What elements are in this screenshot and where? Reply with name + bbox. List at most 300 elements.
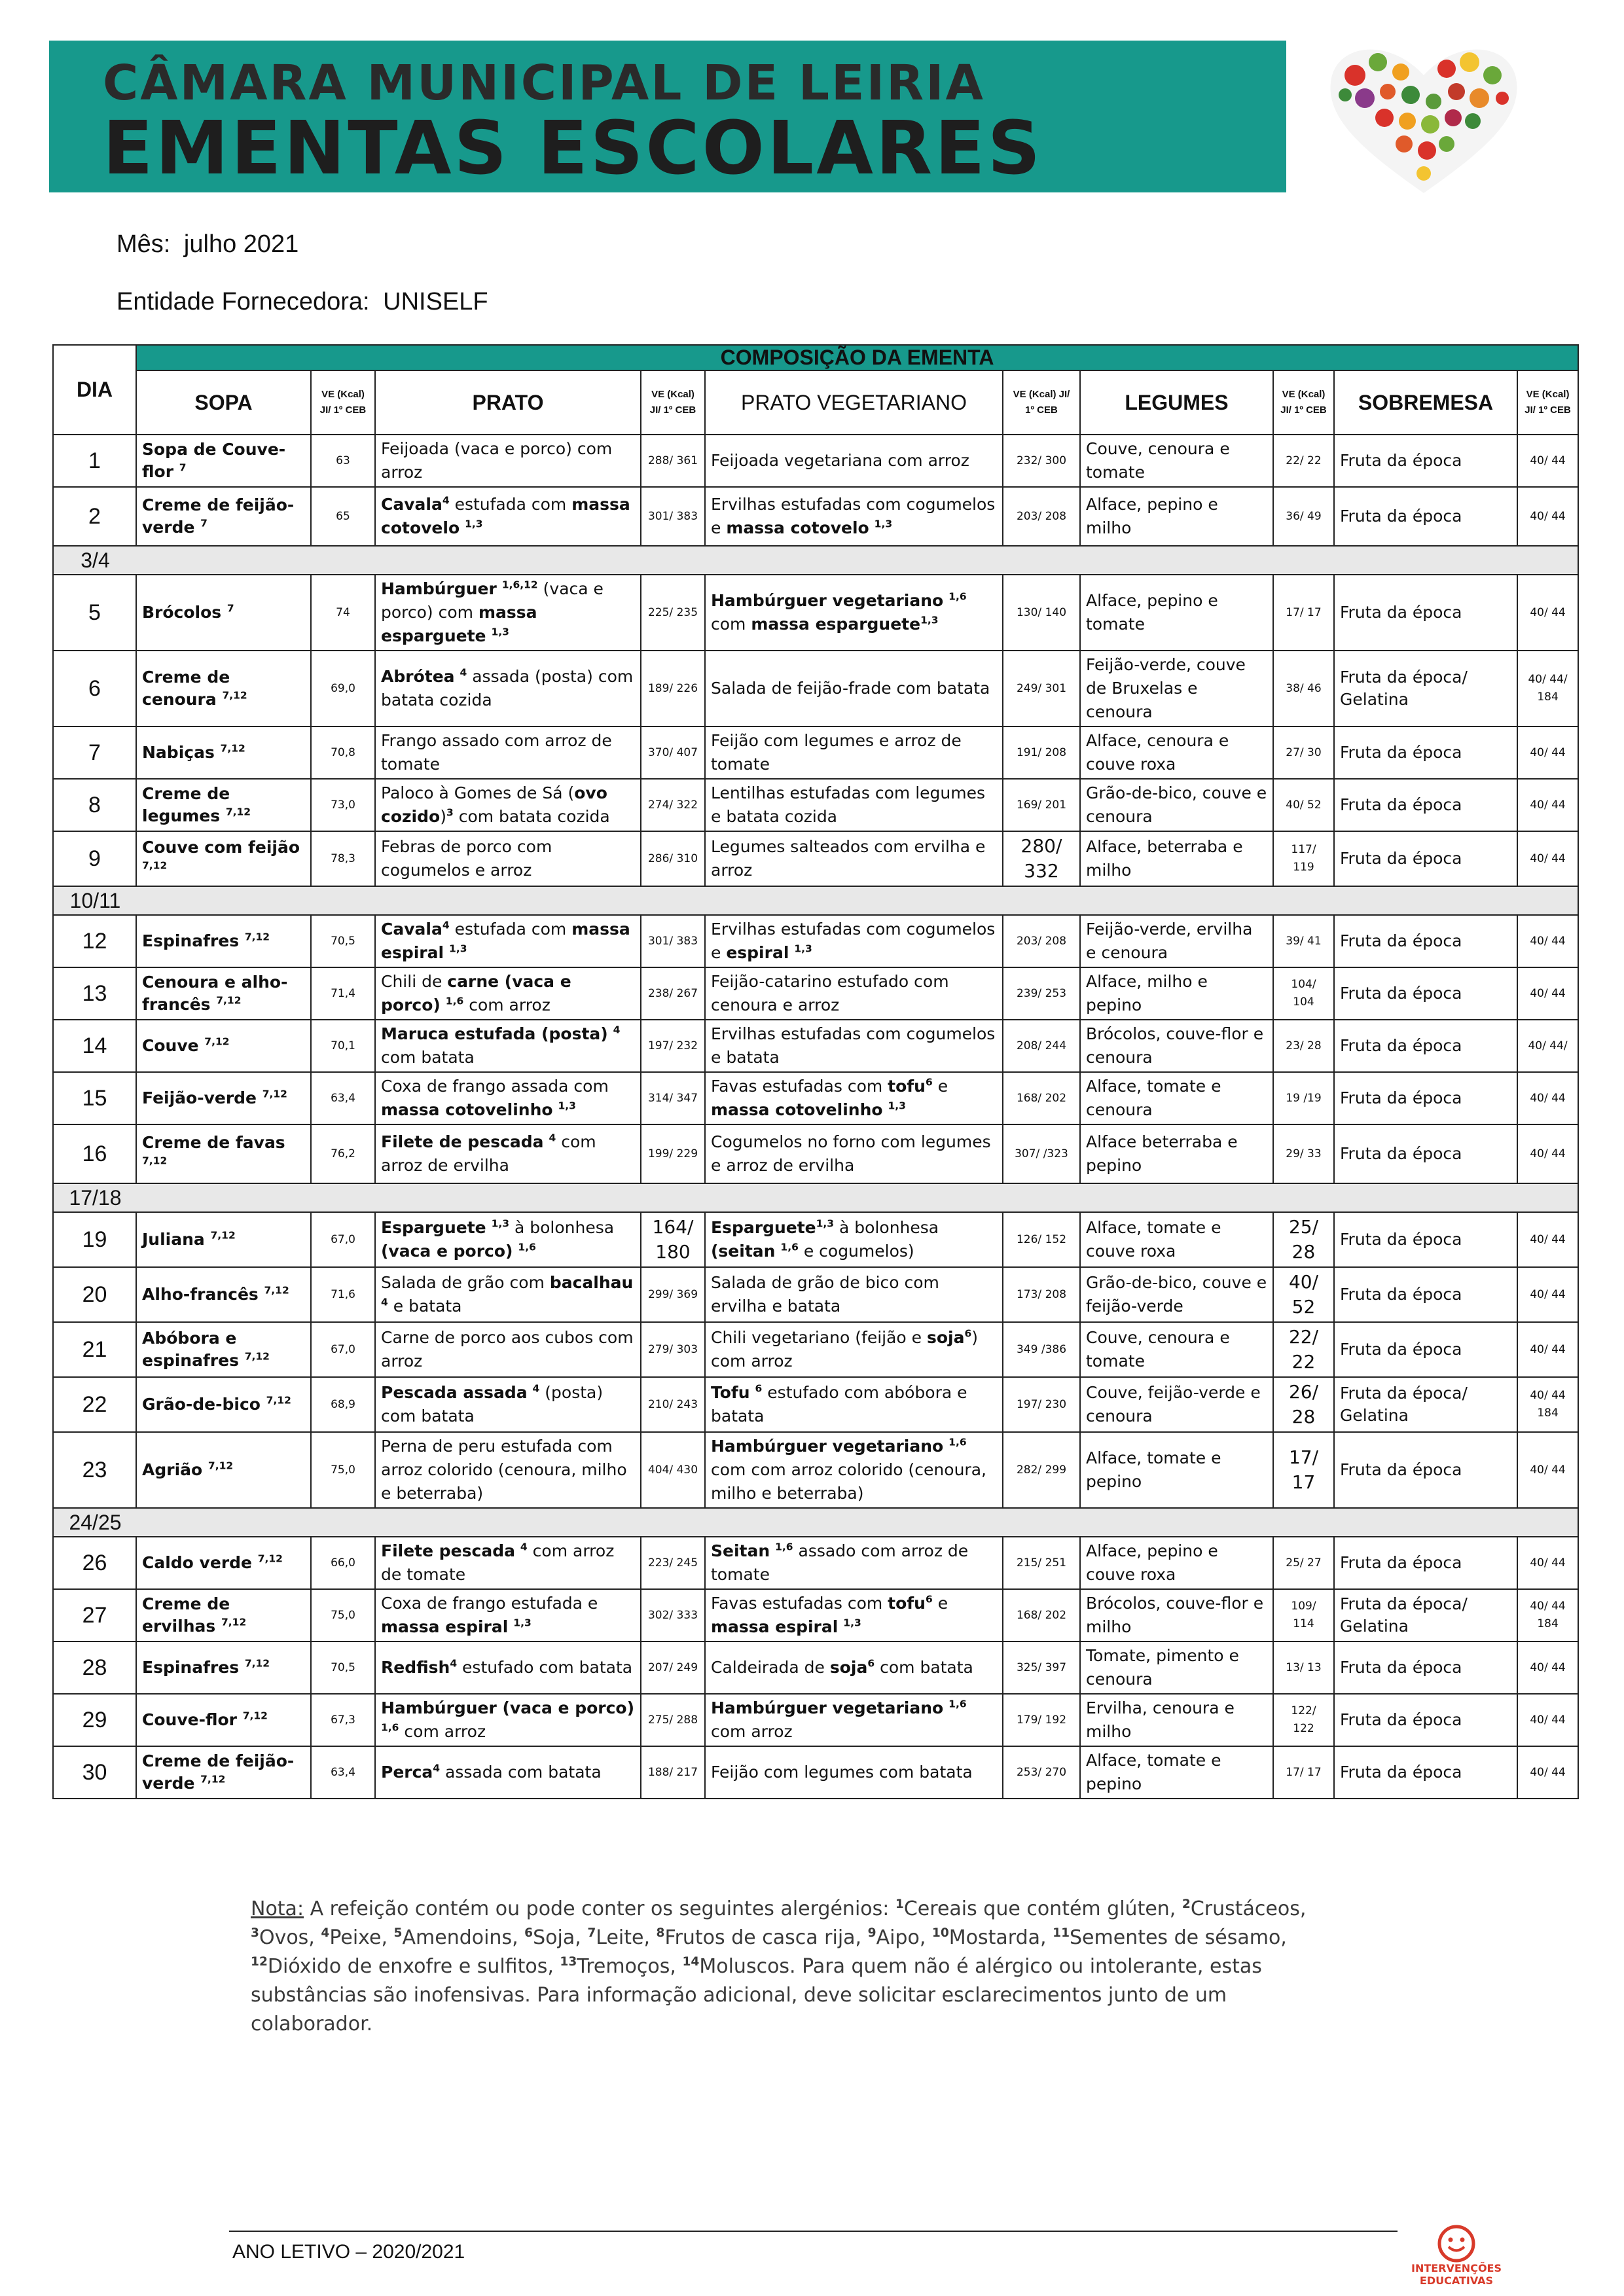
vegetarian-kcal: 349 /386 (1003, 1322, 1080, 1377)
weekend-separator-row (53, 546, 1578, 575)
vegetables: Alface, tomate e pepino (1080, 1746, 1273, 1799)
main-dish-kcal: 314/ 347 (641, 1072, 705, 1124)
main-dish-kcal: 301/ 383 (641, 487, 705, 546)
main-dish: Hambúrguer (vaca e porco) $^{1,6}$ com arroz (375, 1694, 641, 1746)
main-dish: Carne de porco aos cubos com arroz (375, 1322, 641, 1377)
main-dish-kcal: 188/ 217 (641, 1746, 705, 1799)
vegetables-kcal: 17/ 17 (1273, 1746, 1334, 1799)
dessert: Fruta da época (1334, 779, 1517, 831)
footer-rule (229, 2231, 1398, 2232)
vegetarian-kcal: 280/ 332 (1003, 831, 1080, 886)
main-dish: Pescada assada $^4$ (posta) com batata (375, 1377, 641, 1432)
weekend-label (53, 886, 1578, 915)
main-dish: Perna de peru estufada com arroz colorido (cenoura, milho e beterraba) (375, 1432, 641, 1508)
menu-row-day-30 (53, 1746, 1578, 1799)
day-number: 16 (53, 1124, 136, 1183)
vegetables: Alface beterraba e pepino (1080, 1124, 1273, 1183)
logo-text: INTERVENÇÕES EDUCATIVAS (1411, 2262, 1502, 2287)
dessert-kcal: 40/ 44 (1517, 831, 1578, 886)
vegetarian-kcal: 169/ 201 (1003, 779, 1080, 831)
soup-kcal: 69,0 (311, 651, 375, 726)
weekend-label (53, 1508, 1578, 1537)
vegetarian-dish: Seitan $^{1,6}$ assado com arroz de tomate (705, 1537, 1003, 1589)
soup-name: Creme de ervilhas $^{7,12}$ (136, 1589, 311, 1641)
main-dish-kcal: 164/ 180 (641, 1212, 705, 1267)
soup-kcal: 63,4 (311, 1072, 375, 1124)
soup-name: Sopa de Couve-flor $^7$ (136, 435, 311, 487)
vegetarian-kcal: 173/ 208 (1003, 1267, 1080, 1322)
vegetarian-kcal: 168/ 202 (1003, 1072, 1080, 1124)
soup-name: Grão-de-bico $^{7,12}$ (136, 1377, 311, 1432)
main-dish-kcal: 299/ 369 (641, 1267, 705, 1322)
dessert-kcal: 40/ 44 184 (1517, 1589, 1578, 1641)
main-dish: Redfish$^4$ estufado com batata (375, 1641, 641, 1694)
vegetables-kcal: 117/ 119 (1273, 831, 1334, 886)
dessert: Fruta da época (1334, 575, 1517, 651)
soup-name: Creme de legumes $^{7,12}$ (136, 779, 311, 831)
dessert-kcal: 40/ 44 (1517, 1212, 1578, 1267)
dessert-kcal: 40/ 44 (1517, 1124, 1578, 1183)
main-dish-kcal: 404/ 430 (641, 1432, 705, 1508)
dessert-kcal: 40/ 44 (1517, 435, 1578, 487)
vegetarian-dish: Salada de grão de bico com ervilha e batata (705, 1267, 1003, 1322)
vegetables-kcal: 109/ 114 (1273, 1589, 1334, 1641)
menu-row-day-12 (53, 915, 1578, 967)
allergen-note: Nota: A refeição contém ou pode conter os seguintes alergénios: $^1$Cereais que contém glúten, $^2$Crustáceos, $^3$Ovos, $^4$Peixe, $^5$Amendoins, $^6$Soja, $^7$Leite, $^8$Frutos de casca rija, $^9$Aipo, $^{10}$Mostarda, $^{11}$Sementes de sésamo, $^{12}$Dióxido de enxofre e sulfitos, $^{13}$Tremoços, $^{14}$Moluscos. Para quem não é alérgico ou intolerante, estas substâncias são inofensivas. Para informação adicional, deve solicitar esclarecimentos junto de um colaborador. (251, 1897, 1307, 2036)
vegetables-kcal: 38/ 46 (1273, 651, 1334, 726)
dessert-kcal: 40/ 44 (1517, 1694, 1578, 1746)
menu-table (52, 344, 1579, 1799)
header-dia: DIA (53, 345, 136, 435)
dessert: Fruta da época (1334, 915, 1517, 967)
vegetables: Alface, cenoura e couve roxa (1080, 726, 1273, 779)
vegetarian-kcal: 325/ 397 (1003, 1641, 1080, 1694)
vegetables-kcal: 25/ 27 (1273, 1537, 1334, 1589)
day-number: 1 (53, 435, 136, 487)
day-number: 20 (53, 1267, 136, 1322)
soup-kcal: 75,0 (311, 1589, 375, 1641)
soup-name: Creme de feijão-verde $^{7,12}$ (136, 1746, 311, 1799)
dessert-kcal: 40/ 44 (1517, 1641, 1578, 1694)
vegetables: Tomate, pimento e cenoura (1080, 1641, 1273, 1694)
dessert: Fruta da época (1334, 1537, 1517, 1589)
soup-name: Espinafres $^{7,12}$ (136, 915, 311, 967)
main-dish-kcal: 274/ 322 (641, 779, 705, 831)
main-dish-kcal: 210/ 243 (641, 1377, 705, 1432)
menu-row-day-26 (53, 1537, 1578, 1589)
vegetarian-dish: Favas estufadas com tofu$^6$ e massa cotovelinho $^{1,3}$ (705, 1072, 1003, 1124)
soup-name: Agrião $^{7,12}$ (136, 1432, 311, 1508)
main-dish-kcal: 197/ 232 (641, 1020, 705, 1072)
menu-row-day-23 (53, 1432, 1578, 1508)
soup-kcal: 71,6 (311, 1267, 375, 1322)
vegetables-kcal: 23/ 28 (1273, 1020, 1334, 1072)
vegetarian-kcal: 208/ 244 (1003, 1020, 1080, 1072)
dessert: Fruta da época (1334, 1267, 1517, 1322)
main-dish-kcal: 223/ 245 (641, 1537, 705, 1589)
day-number: 27 (53, 1589, 136, 1641)
day-number: 7 (53, 726, 136, 779)
menu-row-day-16 (53, 1124, 1578, 1183)
soup-kcal: 74 (311, 575, 375, 651)
dessert: Fruta da época (1334, 1020, 1517, 1072)
dessert: Fruta da época (1334, 487, 1517, 546)
vegetarian-kcal: 203/ 208 (1003, 487, 1080, 546)
vegetables: Alface, milho e pepino (1080, 967, 1273, 1020)
day-number: 5 (53, 575, 136, 651)
main-dish: Salada de grão com bacalhau $^4$ e batata (375, 1267, 641, 1322)
vegetables-kcal: 19 /19 (1273, 1072, 1334, 1124)
vegetarian-kcal: 197/ 230 (1003, 1377, 1080, 1432)
day-number: 2 (53, 487, 136, 546)
weekend-label (53, 1183, 1578, 1212)
dessert-kcal: 40/ 44 (1517, 779, 1578, 831)
vegetarian-kcal: 307/ /323 (1003, 1124, 1080, 1183)
vegetables: Grão-de-bico, couve e feijão-verde (1080, 1267, 1273, 1322)
vegetables-kcal: 39/ 41 (1273, 915, 1334, 967)
main-dish: Maruca estufada (posta) $^4$ com batata (375, 1020, 641, 1072)
soup-kcal: 67,3 (311, 1694, 375, 1746)
dessert-kcal: 40/ 44 (1517, 1267, 1578, 1322)
soup-name: Couve com feijão $^{7,12}$ (136, 831, 311, 886)
day-number: 14 (53, 1020, 136, 1072)
vegetarian-dish: Feijão com legumes e arroz de tomate (705, 726, 1003, 779)
menu-row-day-15 (53, 1072, 1578, 1124)
header-sopa: SOPA (136, 370, 311, 435)
supplier-label: Entidade Fornecedora: (117, 288, 370, 315)
menu-row-day-8 (53, 779, 1578, 831)
vegetarian-dish: Caldeirada de soja$^6$ com batata (705, 1641, 1003, 1694)
vegetables-kcal: 25/ 28 (1273, 1212, 1334, 1267)
banner-title-menus: EMENTAS ESCOLARES (103, 106, 1043, 191)
soup-name: Espinafres $^{7,12}$ (136, 1641, 311, 1694)
vegetarian-dish: Feijão-catarino estufado com cenoura e arroz (705, 967, 1003, 1020)
dessert-kcal: 40/ 44 (1517, 1322, 1578, 1377)
main-dish: Hambúrguer $^{1,6,12}$ (vaca e porco) com massa esparguete $^{1,3}$ (375, 575, 641, 651)
vegetables-kcal: 36/ 49 (1273, 487, 1334, 546)
main-dish: Paloco à Gomes de Sá (ovo cozido)$^3$ com batata cozida (375, 779, 641, 831)
soup-name: Couve-flor $^{7,12}$ (136, 1694, 311, 1746)
vegetables: Brócolos, couve-flor e cenoura (1080, 1020, 1273, 1072)
vegetarian-kcal: 239/ 253 (1003, 967, 1080, 1020)
soup-name: Cenoura e alho-francês $^{7,12}$ (136, 967, 311, 1020)
vegetables-kcal: 26/ 28 (1273, 1377, 1334, 1432)
menu-row-day-7 (53, 726, 1578, 779)
dessert-kcal: 40/ 44 (1517, 1072, 1578, 1124)
vegetables: Brócolos, couve-flor e milho (1080, 1589, 1273, 1641)
day-number: 15 (53, 1072, 136, 1124)
vegetables-kcal: 27/ 30 (1273, 726, 1334, 779)
month-value: julho 2021 (183, 230, 299, 258)
soup-kcal: 67,0 (311, 1212, 375, 1267)
vegetarian-kcal: 282/ 299 (1003, 1432, 1080, 1508)
vegetables-kcal: 122/ 122 (1273, 1694, 1334, 1746)
main-dish: Filete de pescada $^4$ com arroz de ervilha (375, 1124, 641, 1183)
soup-kcal: 76,2 (311, 1124, 375, 1183)
dessert: Fruta da época (1334, 1641, 1517, 1694)
vegetarian-dish: Favas estufadas com tofu$^6$ e massa espiral $^{1,3}$ (705, 1589, 1003, 1641)
fruit-heart-icon (1319, 36, 1528, 200)
vegetables-kcal: 17/ 17 (1273, 1432, 1334, 1508)
soup-name: Creme de cenoura $^{7,12}$ (136, 651, 311, 726)
vegetarian-dish: Hambúrguer vegetariano $^{1,6}$ com com arroz colorido (cenoura, milho e beterraba) (705, 1432, 1003, 1508)
vegetables-kcal: 29/ 33 (1273, 1124, 1334, 1183)
dessert-kcal: 40/ 44 (1517, 575, 1578, 651)
day-number: 8 (53, 779, 136, 831)
menu-row-day-6 (53, 651, 1578, 726)
dessert-kcal: 40/ 44 (1517, 1537, 1578, 1589)
vegetables: Couve, cenoura e tomate (1080, 435, 1273, 487)
composition-header: COMPOSIÇÃO DA EMENTA (136, 345, 1578, 370)
soup-name: Abóbora e espinafres $^{7,12}$ (136, 1322, 311, 1377)
dessert: Fruta da época/ Gelatina (1334, 1377, 1517, 1432)
dessert-kcal: 40/ 44 (1517, 967, 1578, 1020)
vegetables: Alface, pepino e couve roxa (1080, 1537, 1273, 1589)
dessert: Fruta da época (1334, 1322, 1517, 1377)
weekend-days: 24/25 (69, 1510, 122, 1534)
soup-name: Creme de feijão-verde $^7$ (136, 487, 311, 546)
day-number: 6 (53, 651, 136, 726)
menu-row-day-9 (53, 831, 1578, 886)
main-dish: Cavala$^4$ estufada com massa cotovelo $^{1,3}$ (375, 487, 641, 546)
header-sobremesa: SOBREMESA (1334, 370, 1517, 435)
header-prato-vegetariano: PRATO VEGETARIANO (705, 370, 1003, 435)
dessert: Fruta da época (1334, 1072, 1517, 1124)
day-number: 9 (53, 831, 136, 886)
menu-row-day-20 (53, 1267, 1578, 1322)
dessert-kcal: 40/ 44/ (1517, 1020, 1578, 1072)
day-number: 12 (53, 915, 136, 967)
main-dish-kcal: 199/ 229 (641, 1124, 705, 1183)
main-dish-kcal: 288/ 361 (641, 435, 705, 487)
day-number: 26 (53, 1537, 136, 1589)
vegetarian-dish: Ervilhas estufadas com cogumelos e massa cotovelo $^{1,3}$ (705, 487, 1003, 546)
dessert-kcal: 40/ 44 (1517, 1746, 1578, 1799)
dessert: Fruta da época (1334, 1432, 1517, 1508)
dessert: Fruta da época (1334, 1212, 1517, 1267)
vegetables: Alface, tomate e cenoura (1080, 1072, 1273, 1124)
main-dish: Perca$^4$ assada com batata (375, 1746, 641, 1799)
main-dish-kcal: 279/ 303 (641, 1322, 705, 1377)
dessert-kcal: 40/ 44 (1517, 726, 1578, 779)
vegetarian-kcal: 215/ 251 (1003, 1537, 1080, 1589)
soup-kcal: 71,4 (311, 967, 375, 1020)
menu-body (53, 435, 1578, 1799)
vegetarian-kcal: 253/ 270 (1003, 1746, 1080, 1799)
main-dish-kcal: 370/ 407 (641, 726, 705, 779)
menu-row-day-1 (53, 435, 1578, 487)
dessert: Fruta da época (1334, 1694, 1517, 1746)
soup-kcal: 70,5 (311, 915, 375, 967)
weekend-label (53, 546, 1578, 575)
main-dish-kcal: 238/ 267 (641, 967, 705, 1020)
soup-name: Couve $^{7,12}$ (136, 1020, 311, 1072)
vegetables: Feijão-verde, couve de Bruxelas e cenoura (1080, 651, 1273, 726)
vegetarian-dish: Cogumelos no forno com legumes e arroz de ervilha (705, 1124, 1003, 1183)
main-dish-kcal: 286/ 310 (641, 831, 705, 886)
header-ve-prato: VE (Kcal) JI/ 1º CEB (641, 370, 705, 435)
vegetables: Alface, pepino e tomate (1080, 575, 1273, 651)
main-dish: Frango assado com arroz de tomate (375, 726, 641, 779)
vegetarian-dish: Salada de feijão-frade com batata (705, 651, 1003, 726)
soup-kcal: 68,9 (311, 1377, 375, 1432)
header-ve-sobremesa: VE (Kcal) JI/ 1º CEB (1517, 370, 1578, 435)
vegetarian-dish: Hambúrguer vegetariano $^{1,6}$ com massa esparguete$^{1,3}$ (705, 575, 1003, 651)
dessert-kcal: 40/ 44/ 184 (1517, 651, 1578, 726)
vegetarian-kcal: 203/ 208 (1003, 915, 1080, 967)
header-ve-sopa: VE (Kcal) JI/ 1º CEB (311, 370, 375, 435)
vegetables-kcal: 40/ 52 (1273, 1267, 1334, 1322)
menu-row-day-2 (53, 487, 1578, 546)
smile-logo-icon (1388, 2224, 1525, 2263)
soup-name: Alho-francês $^{7,12}$ (136, 1267, 311, 1322)
intervencoes-educativas-logo (1388, 2224, 1525, 2289)
vegetables: Couve, feijão-verde e cenoura (1080, 1377, 1273, 1432)
main-dish: Filete pescada $^4$ com arroz de tomate (375, 1537, 641, 1589)
vegetables: Alface, beterraba e milho (1080, 831, 1273, 886)
soup-kcal: 65 (311, 487, 375, 546)
dessert: Fruta da época (1334, 1746, 1517, 1799)
header-ve-legumes: VE (Kcal) JI/ 1º CEB (1273, 370, 1334, 435)
vegetarian-dish: Esparguete$^{1,3}$ à bolonhesa (seitan $^{1,6}$ e cogumelos) (705, 1212, 1003, 1267)
vegetarian-dish: Tofu $^6$ estufado com abóbora e batata (705, 1377, 1003, 1432)
vegetables: Feijão-verde, ervilha e cenoura (1080, 915, 1273, 967)
main-dish: Cavala$^4$ estufada com massa espiral $^{1,3}$ (375, 915, 641, 967)
day-number: 23 (53, 1432, 136, 1508)
main-dish-kcal: 302/ 333 (641, 1589, 705, 1641)
menu-row-day-29 (53, 1694, 1578, 1746)
vegetarian-dish: Legumes salteados com ervilha e arroz (705, 831, 1003, 886)
dessert: Fruta da época (1334, 1124, 1517, 1183)
day-number: 19 (53, 1212, 136, 1267)
menu-row-day-5 (53, 575, 1578, 651)
vegetables: Couve, cenoura e tomate (1080, 1322, 1273, 1377)
soup-kcal: 63,4 (311, 1746, 375, 1799)
soup-kcal: 70,5 (311, 1641, 375, 1694)
soup-name: Feijão-verde $^{7,12}$ (136, 1072, 311, 1124)
soup-name: Juliana $^{7,12}$ (136, 1212, 311, 1267)
menu-row-day-22 (53, 1377, 1578, 1432)
vegetables: Alface, tomate e couve roxa (1080, 1212, 1273, 1267)
main-dish-kcal: 275/ 288 (641, 1694, 705, 1746)
vegetables-kcal: 104/ 104 (1273, 967, 1334, 1020)
main-dish: Abrótea $^4$ assada (posta) com batata cozida (375, 651, 641, 726)
supplier-line (117, 288, 488, 316)
day-number: 29 (53, 1694, 136, 1746)
dessert-kcal: 40/ 44 184 (1517, 1377, 1578, 1432)
vegetables-kcal: 22/ 22 (1273, 1322, 1334, 1377)
vegetables-kcal: 40/ 52 (1273, 779, 1334, 831)
menu-row-day-27 (53, 1589, 1578, 1641)
dessert-kcal: 40/ 44 (1517, 487, 1578, 546)
vegetarian-dish: Feijão com legumes com batata (705, 1746, 1003, 1799)
menu-row-day-28 (53, 1641, 1578, 1694)
main-dish-kcal: 189/ 226 (641, 651, 705, 726)
main-dish: Chili de carne (vaca e porco) $^{1,6}$ com arroz (375, 967, 641, 1020)
soup-kcal: 73,0 (311, 779, 375, 831)
main-dish-kcal: 225/ 235 (641, 575, 705, 651)
vegetarian-dish: Ervilhas estufadas com cogumelos e espiral $^{1,3}$ (705, 915, 1003, 967)
dessert-kcal: 40/ 44 (1517, 915, 1578, 967)
vegetarian-kcal: 179/ 192 (1003, 1694, 1080, 1746)
soup-name: Caldo verde $^{7,12}$ (136, 1537, 311, 1589)
vegetables: Ervilha, cenoura e milho (1080, 1694, 1273, 1746)
dessert: Fruta da época/ Gelatina (1334, 651, 1517, 726)
soup-kcal: 66,0 (311, 1537, 375, 1589)
dessert-kcal: 40/ 44 (1517, 1432, 1578, 1508)
day-number: 13 (53, 967, 136, 1020)
vegetables: Alface, tomate e pepino (1080, 1432, 1273, 1508)
dessert: Fruta da época (1334, 831, 1517, 886)
menu-row-day-13 (53, 967, 1578, 1020)
menu-row-day-21 (53, 1322, 1578, 1377)
main-dish: Feijoada (vaca e porco) com arroz (375, 435, 641, 487)
header-prato: PRATO (375, 370, 641, 435)
dessert: Fruta da época (1334, 967, 1517, 1020)
vegetarian-kcal: 232/ 300 (1003, 435, 1080, 487)
banner-title-municipality: CÂMARA MUNICIPAL DE LEIRIA (103, 55, 985, 111)
menu-row-day-19 (53, 1212, 1578, 1267)
weekend-days: 10/11 (69, 888, 121, 912)
soup-kcal: 75,0 (311, 1432, 375, 1508)
vegetarian-dish: Hambúrguer vegetariano $^{1,6}$ com arroz (705, 1694, 1003, 1746)
month-label: Mês: (117, 230, 171, 258)
soup-name: Nabiças $^{7,12}$ (136, 726, 311, 779)
weekend-separator-row (53, 1183, 1578, 1212)
dessert: Fruta da época (1334, 726, 1517, 779)
soup-name: Creme de favas $^{7,12}$ (136, 1124, 311, 1183)
vegetarian-dish: Lentilhas estufadas com legumes e batata cozida (705, 779, 1003, 831)
vegetables: Alface, pepino e milho (1080, 487, 1273, 546)
dessert: Fruta da época (1334, 435, 1517, 487)
vegetables-kcal: 13/ 13 (1273, 1641, 1334, 1694)
weekend-separator-row (53, 1508, 1578, 1537)
weekend-days: 3/4 (81, 548, 110, 572)
vegetarian-kcal: 130/ 140 (1003, 575, 1080, 651)
vegetables-kcal: 17/ 17 (1273, 575, 1334, 651)
soup-kcal: 78,3 (311, 831, 375, 886)
vegetarian-kcal: 126/ 152 (1003, 1212, 1080, 1267)
month-line (117, 230, 298, 259)
weekend-separator-row (53, 886, 1578, 915)
day-number: 21 (53, 1322, 136, 1377)
vegetarian-dish: Feijoada vegetariana com arroz (705, 435, 1003, 487)
soup-kcal: 70,1 (311, 1020, 375, 1072)
vegetarian-dish: Chili vegetariano (feijão e soja$^6$) com arroz (705, 1322, 1003, 1377)
header-banner (49, 41, 1286, 192)
vegetarian-dish: Ervilhas estufadas com cogumelos e batata (705, 1020, 1003, 1072)
main-dish-kcal: 301/ 383 (641, 915, 705, 967)
weekend-days: 17/18 (69, 1185, 122, 1210)
vegetables-kcal: 22/ 22 (1273, 435, 1334, 487)
day-number: 28 (53, 1641, 136, 1694)
vegetarian-kcal: 168/ 202 (1003, 1589, 1080, 1641)
school-year: ANO LETIVO – 2020/2021 (232, 2241, 465, 2263)
vegetarian-kcal: 191/ 208 (1003, 726, 1080, 779)
header-legumes: LEGUMES (1080, 370, 1273, 435)
soup-kcal: 70,8 (311, 726, 375, 779)
header-ve-vegetariano: VE (Kcal) JI/ 1º CEB (1003, 370, 1080, 435)
main-dish: Coxa de frango estufada e massa espiral $^{1,3}$ (375, 1589, 641, 1641)
main-dish: Febras de porco com cogumelos e arroz (375, 831, 641, 886)
day-number: 30 (53, 1746, 136, 1799)
vegetables: Grão-de-bico, couve e cenoura (1080, 779, 1273, 831)
main-dish-kcal: 207/ 249 (641, 1641, 705, 1694)
supplier-value: UNISELF (383, 288, 488, 315)
main-dish: Coxa de frango assada com massa cotovelinho $^{1,3}$ (375, 1072, 641, 1124)
vegetarian-kcal: 249/ 301 (1003, 651, 1080, 726)
day-number: 22 (53, 1377, 136, 1432)
